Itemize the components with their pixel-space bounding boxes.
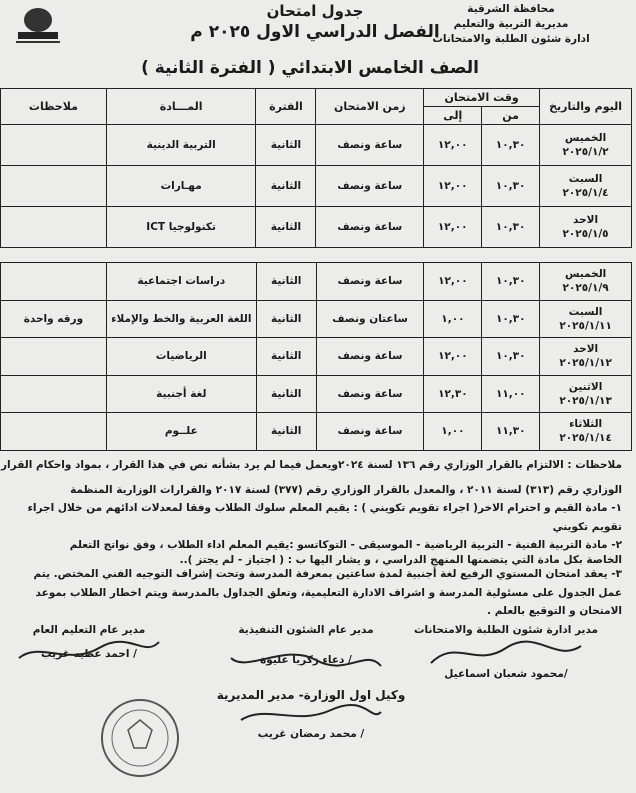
signature-undersecretary [186,688,436,740]
department-line: ادارة شئون الطلبة والامتحانات [432,33,590,45]
table-row [1,207,632,248]
cell-from: ١٠,٣٠ [482,300,540,338]
day-name: الثلاثاء [569,418,603,431]
date-value: ٢٠٢٥/١/٤ [562,187,609,199]
day-name: الاحد [573,343,599,356]
note-line: ٣- يعقد امتحان المستوي الرفيع لغة أجنبية لمدة ساعتين بمعرفة المدرسة وتحت إشراف التوجيه الفني المختص. يتم [33,568,622,580]
cell-note [1,207,107,248]
cell-duration: ساعة ونصف [316,207,424,248]
signature-scribble-icon [14,636,164,668]
cell-duration: ساعة ونصف [316,263,424,301]
cell-from: ١٠,٣٠ [482,207,540,248]
cell-subject: دراسات اجتماعية [106,263,256,301]
schedule-table-first [0,88,632,248]
date-value: ٢٠٢٥/١/٢ [562,146,609,158]
note-line: عمل الجدول على مسئولية المدرسة و اشراف الادارة التعليمية، وتعلق الجداول بالمدرسة ويتم اخطار الطلاب بموعد [35,586,622,599]
cell-duration: ساعة ونصف [316,375,424,413]
cell-duration: ساعة ونصف [316,125,424,166]
signature-title: وكيل اول الوزارة- مدير المديرية [216,688,406,702]
signature-title: مدير ادارة شئون الطلبة والامتحانات [413,624,599,636]
note-line: ملاحظات : الالتزام بالقرار الوزاري رقم ١٣٦ لسنة ٢٠٢٤ويعمل فيما لم يرد بشأنه نص في هذا القرار ، بمواد واحكام القرار [1,459,622,471]
cell-subject: مهـارات [106,166,256,207]
cell-period: الثانية [256,207,316,248]
cell-subject: لغة أجنبية [106,375,256,413]
cell-day-date [540,166,632,207]
cell-note [1,338,107,376]
cell-day-date [540,413,632,451]
note-line: الوزاري رقم (٣١٣) لسنة ٢٠١١ ، والمعدل بالقرار الوزاري رقم (٣٧٧) لسنة ٢٠١٧ والقرارات الوزارية المنظمة [70,483,622,496]
signature-name: / احمد عطيه غريب [41,648,137,660]
cell-day-date [540,125,632,166]
day-name: الخميس [564,268,607,281]
cell-day-date [540,263,632,301]
table-row [1,300,632,338]
col-day-date: اليوم والتاريخ [540,89,632,125]
directorate-line: مديرية التربية والتعليم [453,18,569,30]
signature-scribble-icon [426,638,586,672]
cell-from: ١١,٣٠ [482,413,540,451]
cell-from: ١٠,٣٠ [482,125,540,166]
signature-name: /محمود شعبان اسماعيل [444,668,568,680]
col-subject: المـــادة [106,89,256,125]
date-value: ٢٠٢٥/١/٩ [562,282,609,295]
date-value: ٢٠٢٥/١/١٢ [559,357,612,370]
col-notes: ملاحظات [1,89,107,125]
cell-to: ١٢,٣٠ [424,375,482,413]
day-name: السبت [568,305,603,318]
cell-note [1,413,107,451]
note-line: تقويم تكويني [552,520,622,533]
cell-from: ١٠,٣٠ [482,338,540,376]
day-name: السبت [568,173,603,185]
signature-scribble-icon [226,638,386,674]
cell-duration: ساعة ونصف [316,413,424,451]
cell-period: الثانية [256,413,316,451]
cell-period: الثانية [256,166,316,207]
col-duration: زمن الامتحان [316,89,424,125]
cell-to: ١٢,٠٠ [424,166,482,207]
signature-title: مدير عام التعليم العام [32,624,146,636]
cell-note [1,166,107,207]
day-name: الاحد [573,214,599,226]
cell-day-date [540,300,632,338]
official-stamp-icon [80,690,200,786]
day-name: الخميس [564,132,607,144]
grade-title: الصف الخامس الابتدائي ( الفترة الثانية ) [141,58,479,78]
doc-title: جدول امتحان [266,2,364,20]
cell-period: الثانية [256,300,316,338]
signature-title: مدير عام الشئون التنفيذية [238,624,374,636]
cell-to: ١,٠٠ [424,300,482,338]
cell-from: ١٠,٣٠ [482,263,540,301]
cell-duration: ساعة ونصف [316,338,424,376]
table-row [1,125,632,166]
governorate-line: محافظة الشرقية [467,3,555,15]
eagle-emblem-icon [8,2,68,50]
cell-period: الثانية [256,263,316,301]
cell-day-date [540,375,632,413]
col-period: الفترة [256,89,316,125]
table-row [1,413,632,451]
cell-duration: ساعة ونصف [316,166,424,207]
day-name: الاثنين [568,380,603,393]
schedule-table-second [0,262,632,451]
cell-subject: علــوم [106,413,256,451]
col-from: من [482,107,540,125]
cell-to: ١٢,٠٠ [424,125,482,166]
note-line: ١- مادة القيم و احترام الاخر( اجراء تقويم تكويني ) : يقيم المعلم سلوك الطلاب وفقا لمعدلات ادائهم من خلال اجراء [27,502,622,514]
table-row [1,338,632,376]
col-to: إلى [424,107,482,125]
signature-students-affairs [396,624,616,680]
cell-subject: اللغة العربية والخط والإملاء [106,300,256,338]
signature-name: / دعاء زكريا عليوة [260,654,352,666]
date-value: ٢٠٢٥/١/١٣ [559,394,612,407]
cell-note [1,125,107,166]
cell-note [1,375,107,413]
cell-period: الثانية [256,338,316,376]
cell-subject: تكنولوجيا ICT [106,207,256,248]
note-line: الخاصة بكل مادة التي يتضمنها المنهج الدراسي ، و يشار اليها ب : ( اجتياز - لم يجتز ).. [179,553,622,566]
semester-title: الفصل الدراسي الاول ٢٠٢٥ م [190,22,440,42]
note-line: ٢- مادة التربية الفنية - التربية الرياضية - الموسيقى - التوكاتسو :يقيم المعلم اداء الطلاب ، وفق نواتج التعلم [69,539,622,551]
col-exam-time: وقت الامتحان [424,89,540,107]
signature-executive-affairs [216,624,396,666]
table-row [1,166,632,207]
date-value: ٢٠٢٥/١/١٤ [559,432,612,445]
table-row [1,375,632,413]
cell-subject: الرياضيات [106,338,256,376]
cell-duration: ساعتان ونصف [316,300,424,338]
cell-to: ١٢,٠٠ [424,263,482,301]
cell-period: الثانية [256,375,316,413]
cell-subject: التربية الدينية [106,125,256,166]
cell-day-date [540,207,632,248]
signature-general-education [4,624,174,660]
cell-note [1,263,107,301]
cell-from: ١١,٠٠ [482,375,540,413]
signature-scribble-icon [236,702,386,728]
notes-section [0,458,628,619]
date-value: ٢٠٢٥/١/١١ [559,319,612,332]
table-row [1,263,632,301]
cell-to: ١٢,٠٠ [424,338,482,376]
cell-note: ورقه واحدة [1,300,107,338]
cell-period: الثانية [256,125,316,166]
cell-day-date [540,338,632,376]
cell-from: ١٠,٣٠ [482,166,540,207]
cell-to: ١,٠٠ [424,413,482,451]
date-value: ٢٠٢٥/١/٥ [562,228,609,240]
note-line: الامتحان و التوقيع بالعلم . [487,605,622,617]
signature-name: / محمد رمضان غريب [257,728,365,740]
cell-to: ١٢,٠٠ [424,207,482,248]
